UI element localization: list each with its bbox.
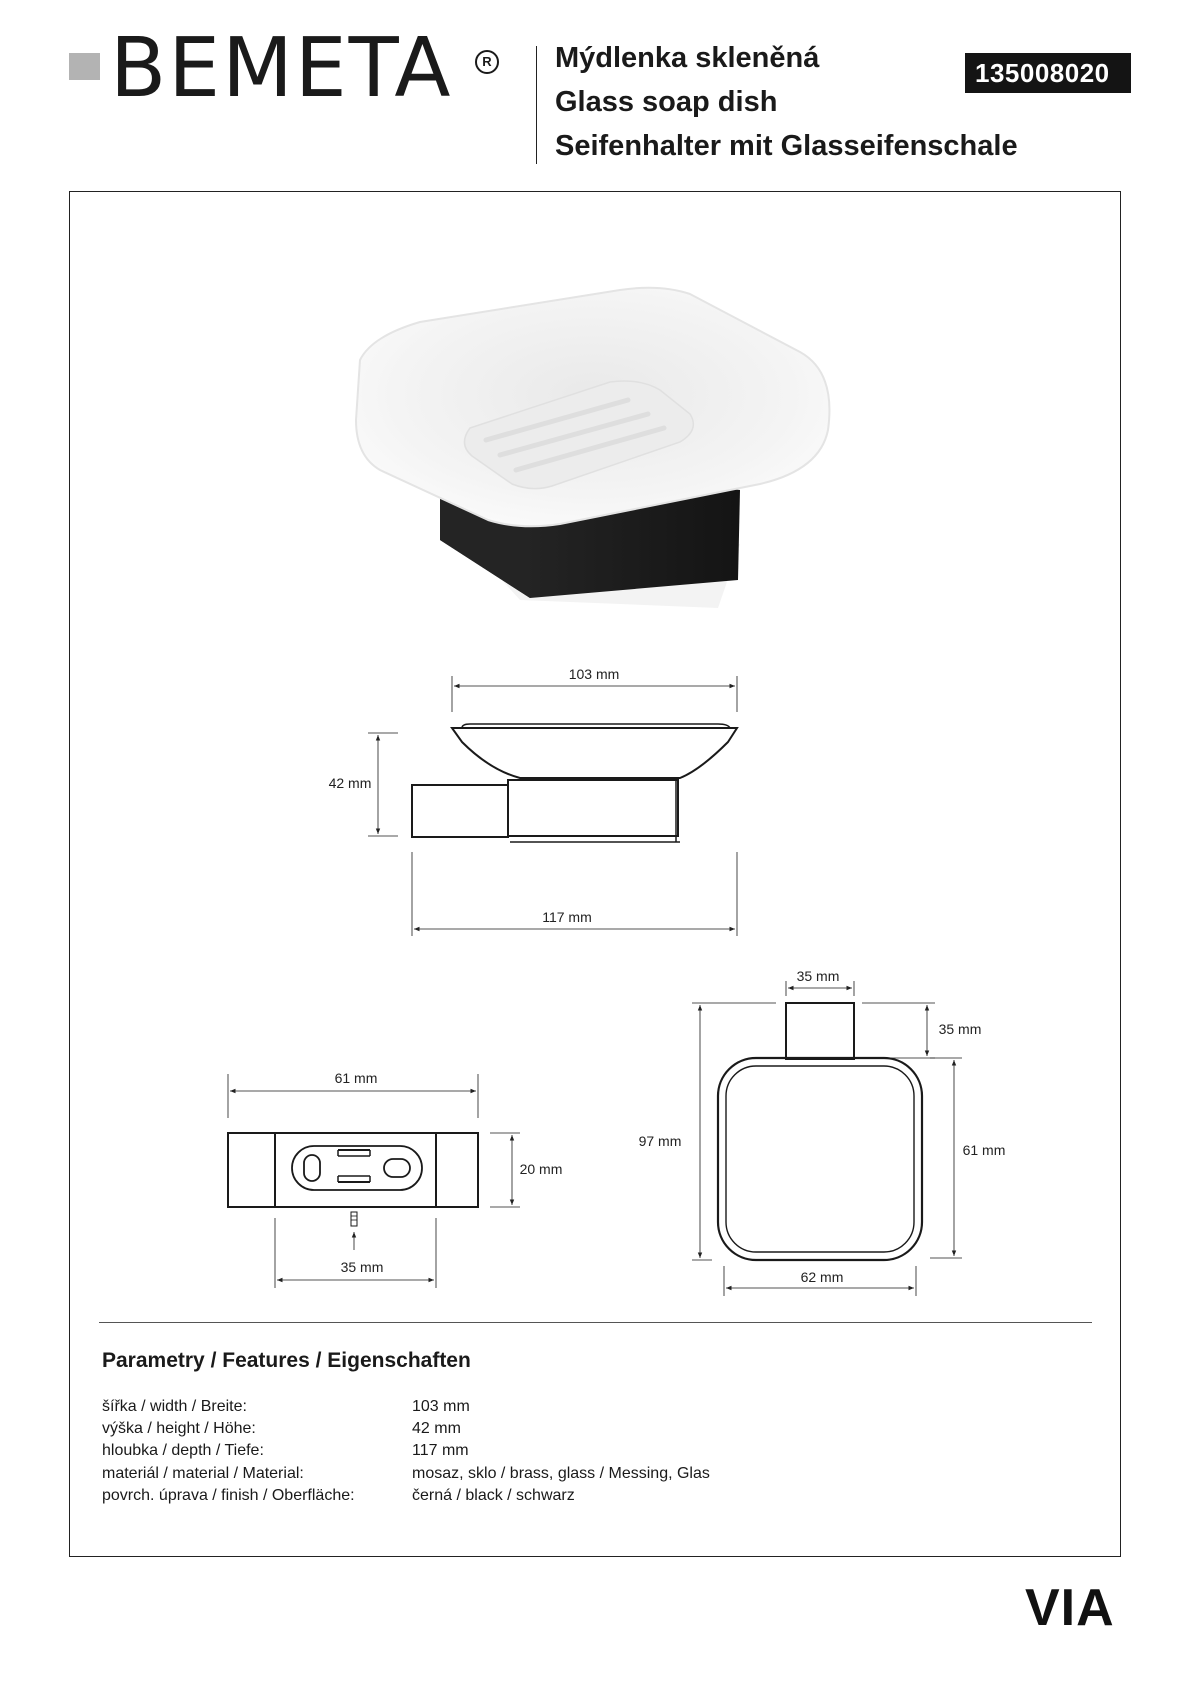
feature-label-material: materiál / material / Material: <box>102 1465 304 1482</box>
dim-back-post-width: 35 mm <box>796 968 840 984</box>
feature-label-height: výška / height / Höhe: <box>102 1420 256 1437</box>
dim-side-depth: 117 mm <box>542 909 592 925</box>
feature-value-height: 42 mm <box>412 1420 461 1437</box>
mounting-plate-view <box>228 1074 520 1288</box>
feature-value-material: mosaz, sklo / brass, glass / Messing, Glas <box>412 1465 710 1482</box>
features-heading: Parametry / Features / Eigenschaften <box>102 1349 471 1372</box>
brand-logo: BEMETA <box>110 21 453 116</box>
dim-side-height: 42 mm <box>328 775 372 791</box>
section-divider <box>99 1322 1092 1323</box>
dim-side-width: 103 mm <box>568 666 620 682</box>
side-view <box>368 676 737 936</box>
feature-value-width: 103 mm <box>412 1398 470 1415</box>
dim-plate-width: 61 mm <box>334 1070 378 1086</box>
feature-label-width: šířka / width / Breite: <box>102 1398 247 1415</box>
registered-mark: R <box>475 50 499 74</box>
series-name: VIA <box>1025 1579 1115 1637</box>
dim-plate-hole-spacing: 35 mm <box>340 1259 384 1275</box>
title-german: Seifenhalter mit Glasseifenschale <box>555 130 1018 162</box>
dim-back-post-height: 35 mm <box>938 1021 982 1037</box>
feature-label-depth: hloubka / depth / Tiefe: <box>102 1442 264 1459</box>
title-english: Glass soap dish <box>555 86 778 118</box>
dim-back-total-height: 97 mm <box>638 1133 682 1149</box>
feature-label-finish: povrch. úprava / finish / Oberfläche: <box>102 1487 355 1504</box>
feature-value-depth: 117 mm <box>412 1442 469 1459</box>
product-code: 135008020 <box>965 53 1131 93</box>
back-view <box>692 981 962 1296</box>
feature-value-finish: černá / black / schwarz <box>412 1487 575 1504</box>
dim-back-dish-height: 61 mm <box>962 1142 1006 1158</box>
dim-back-dish-width: 62 mm <box>800 1269 844 1285</box>
dim-plate-height: 20 mm <box>519 1161 563 1177</box>
title-czech: Mýdlenka skleněná <box>555 42 820 74</box>
product-photo <box>356 288 829 608</box>
